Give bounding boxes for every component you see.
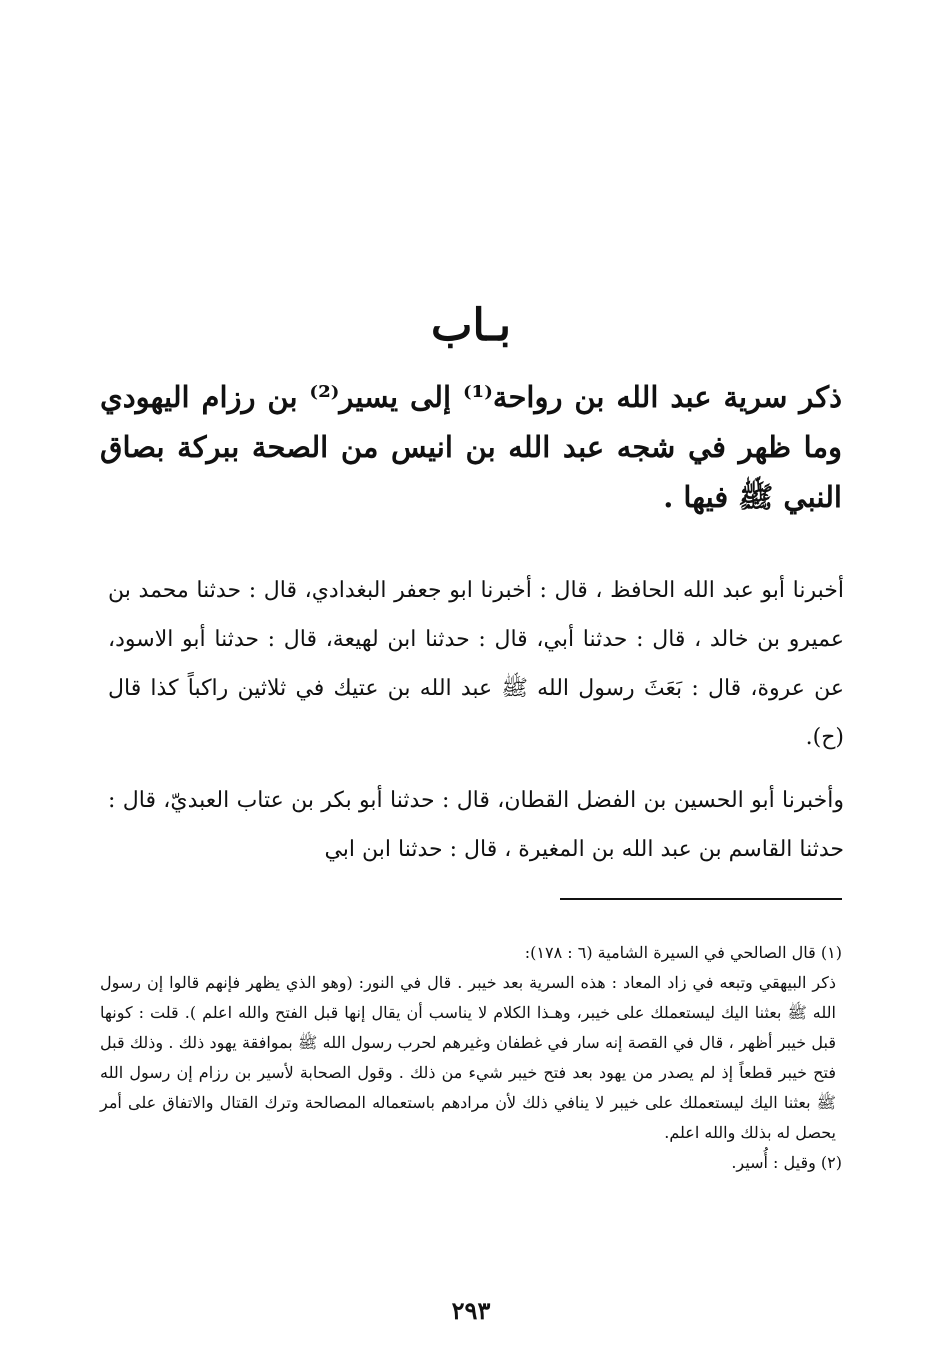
page-number: ٢٩٣ <box>451 1296 491 1325</box>
footnote-2: (٢) وقيل : أُسير. <box>731 1153 842 1172</box>
section-heading: ذكر سرية عبد الله بن رواحة⁽¹⁾ إلى يسير⁽²⁾ بن رزام اليهودي وما ظهر في شجه عبد الله بن انيس من الصحة ببركة بصاق النبي ﷺ فيها . <box>100 380 843 514</box>
footnote-separator <box>560 898 842 900</box>
chapter-title: بـاب <box>431 300 511 351</box>
footnotes <box>100 938 842 1178</box>
footnote-1-heading: (١) قال الصالحي في السيرة الشامية (٦ : ١٧٨): <box>524 943 842 962</box>
footnote-1-text: ذكر البيهقي وتبعه في زاد المعاد : هذه السرية بعد خيبر . قال في النور: (وهو الذي يظهر فإنهم قالوا إن رسول الله ﷺ بعثنا اليك ليستعملك على خيبر، وهـذا الكلام لا يناسب أن يقال إنها قبل الفتح والله اعلم ). قلت : كونها قبل خيبر أظهر ، قال في القصة إنه سار في غطفان وغيرهم لحرب رسول الله ﷺ بموافقة يهود ذلك . وذلك قبل فتح خيبر قطعاً إذ لم يصدر من يهود بعد فتح خيبر شيء من ذلك . وقول الصحابة لأسير بن رزام إن رسول الله ﷺ بعثنا اليك ليستعملك على خيبر لا ينافي ذلك لأن مرادهم باستعماله المصالحة وترك القتال والاتفاق على أمر يحصل له بذلك والله اعلم. <box>100 973 837 1142</box>
body-paragraph-1: أخبرنا أبو عبد الله الحافظ ، قال : أخبرنا ابو جعفر البغدادي، قال : حدثنا محمد بن عميرو بن خالد ، قال : حدثنا أبي، قال : حدثنا ابن لهيعة، قال : حدثنا أبو الاسود، عن عروة، قال : بَعَثَ رسول الله ﷺ عبد الله بن عتيك في ثلاثين راكباً كذا قال (ح). <box>108 578 844 750</box>
body-paragraph-2: وأخبرنا أبو الحسين بن الفضل القطان، قال : حدثنا أبو بكر بن عتاب العبديّ، قال : حدثنا القاسم بن عبد الله بن المغيرة ، قال : حدثنا ابن ابي <box>108 788 844 862</box>
